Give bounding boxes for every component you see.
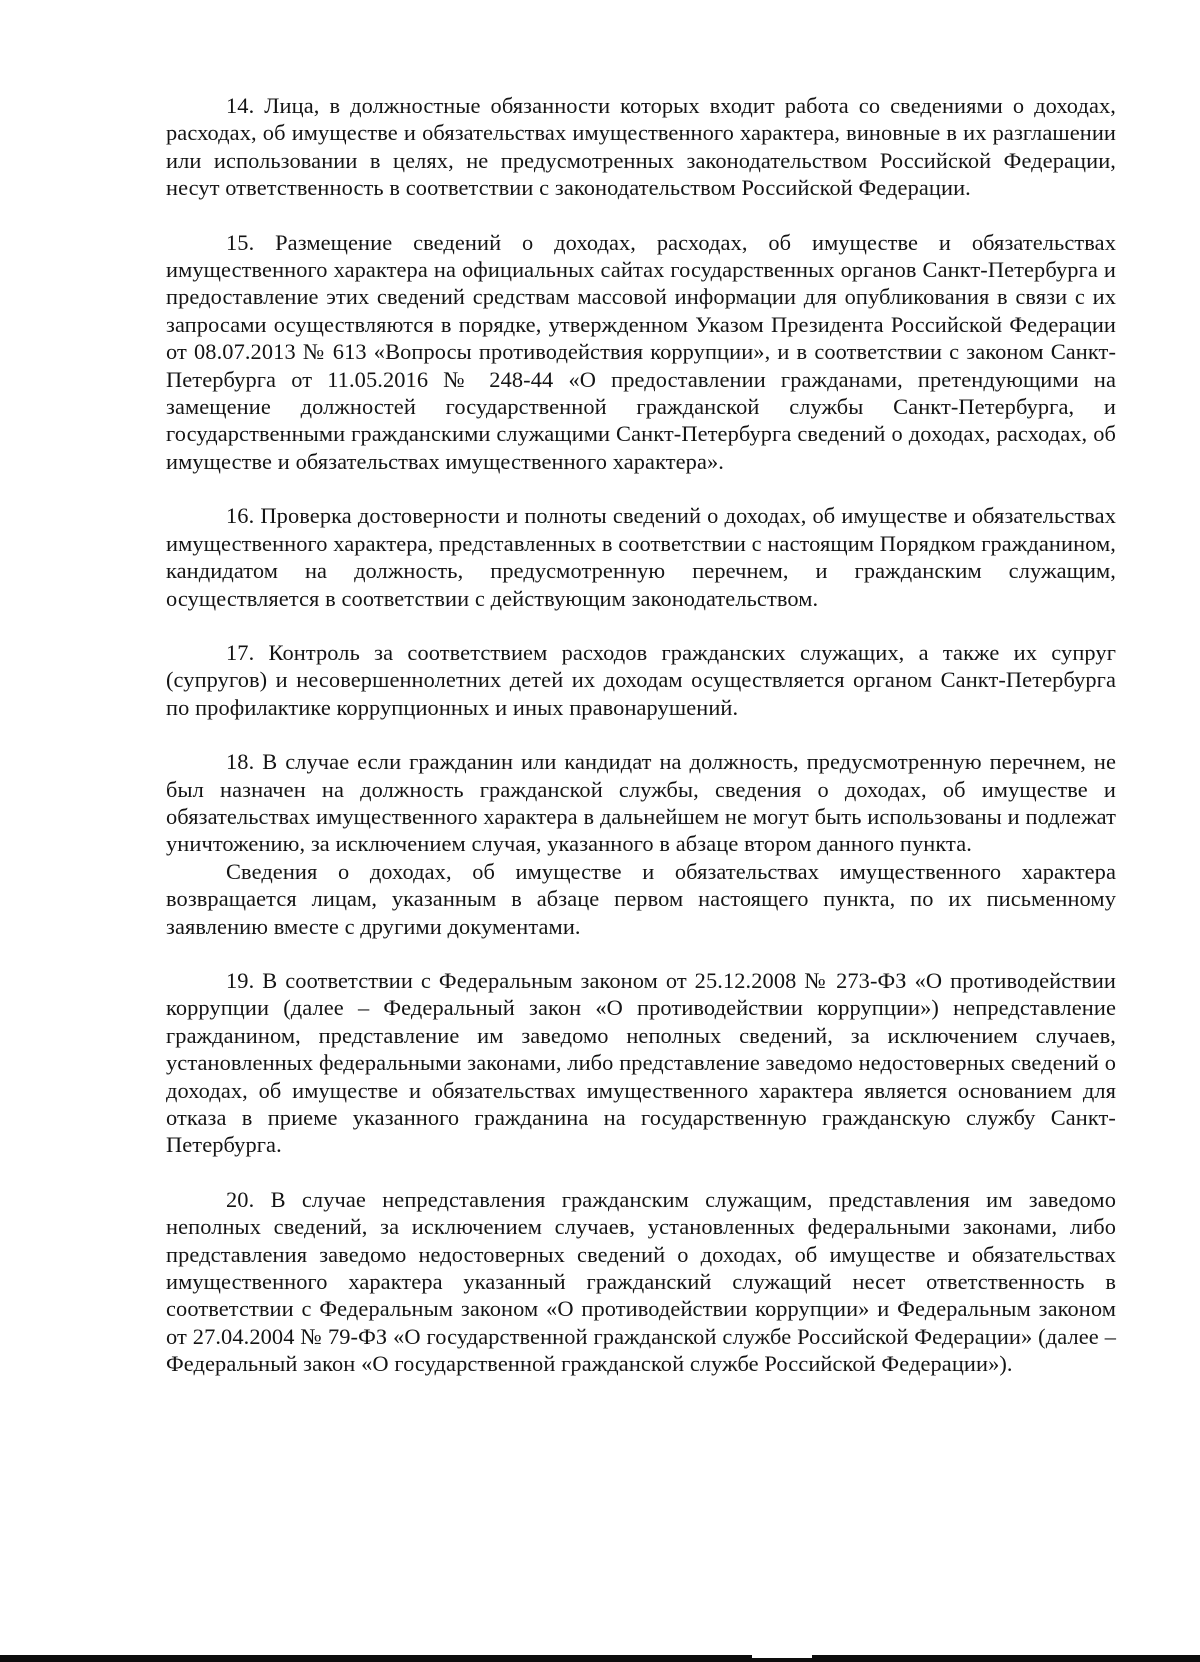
document-body	[166, 92, 1116, 1405]
paragraph-20: 20. В случае непредставления гражданским служащим, представления им заведомо неполных сведений, за исключением случаев, установленных федеральными законами, либо представления заведомо недостоверных сведений о доходах, об имуществе и обязательствах имущественного характера указанный гражданский служащий несет ответственность в соответствии с Федеральным законом «О противодействии коррупции» и Федеральным законом от 27.04.2004 № 79-ФЗ «О государственной гражданской службе Российской Федерации» (далее – Федеральный закон «О государственной гражданской службе Российской Федерации»).	[166, 1186, 1116, 1377]
section-14	[166, 92, 1116, 202]
paragraph-18: 18. В случае если гражданин или кандидат на должность, предусмотренную перечнем, не был назначен на должность гражданской службы, сведения о доходах, об имуществе и обязательствах имущественного характера в дальнейшем не могут быть использованы и подлежат уничтожению, за исключением случая, указанного в абзаце втором данного пункта.	[166, 749, 1116, 857]
section-18	[166, 748, 1116, 940]
paragraph-14: 14. Лица, в должностные обязанности которых входит работа со сведениями о доходах, расходах, об имуществе и обязательствах имущественного характера, виновные в их разглашении или использовании в целях, не предусмотренных законодательством Российской Федерации, несут ответственность в соответствии с законодательством Российской Федерации.	[166, 93, 1116, 201]
section-20	[166, 1186, 1116, 1378]
scan-bottom-edge	[0, 1655, 1200, 1662]
paragraph-19: 19. В соответствии с Федеральным законом от 25.12.2008 № 273-ФЗ «О противодействии коррупции (далее – Федеральный закон «О противодействии коррупции») непредставление гражданином, представление им заведомо неполных сведений, за исключением случаев, установленных федеральными законами, либо представление заведомо недостоверных сведений о доходах, об имуществе и обязательствах имущественного характера является основанием для отказа в приеме указанного гражданина на государственную гражданскую службу Санкт-Петербурга.	[166, 967, 1116, 1158]
paragraph-16: 16. Проверка достоверности и полноты сведений о доходах, об имуществе и обязательствах имущественного характера, представленных в соответствии с настоящим Порядком гражданином, кандидатом на должность, предусмотренную перечнем, и гражданским служащим, осуществляется в соответствии с действующим законодательством.	[166, 503, 1116, 611]
section-19	[166, 967, 1116, 1159]
section-17	[166, 639, 1116, 721]
section-16	[166, 502, 1116, 612]
paragraph-18-second: Сведения о доходах, об имуществе и обязательствах имущественного характера возвращается лицам, указанным в абзаце первом настоящего пункта, по их письменному заявлению вместе с другими документами.	[166, 858, 1116, 939]
section-15	[166, 229, 1116, 476]
paragraph-17: 17. Контроль за соответствием расходов гражданских служащих, а также их супруг (супругов) и несовершеннолетних детей их доходам осуществляется органом Санкт-Петербурга по профилактике коррупционных и иных правонарушений.	[166, 639, 1116, 720]
scan-bottom-edge-gap	[752, 1655, 812, 1658]
paragraph-15: 15. Размещение сведений о доходах, расходах, об имуществе и обязательствах имущественного характера на официальных сайтах государственных органов Санкт-Петербурга и предоставление этих сведений средствам массовой информации для опубликования в связи с их запросами осуществляются в порядке, утвержденном Указом Президента Российской Федерации от 08.07.2013 № 613 «Вопросы противодействия коррупции», и в соответствии с законом Санкт-Петербурга от 11.05.2016 № 248-44 «О предоставлении гражданами, претендующими на замещение должностей государственной гражданской службы Санкт-Петербурга, и государственными гражданскими служащими Санкт-Петербурга сведений о доходах, расходах, об имуществе и обязательствах имущественного характера».	[166, 229, 1116, 474]
